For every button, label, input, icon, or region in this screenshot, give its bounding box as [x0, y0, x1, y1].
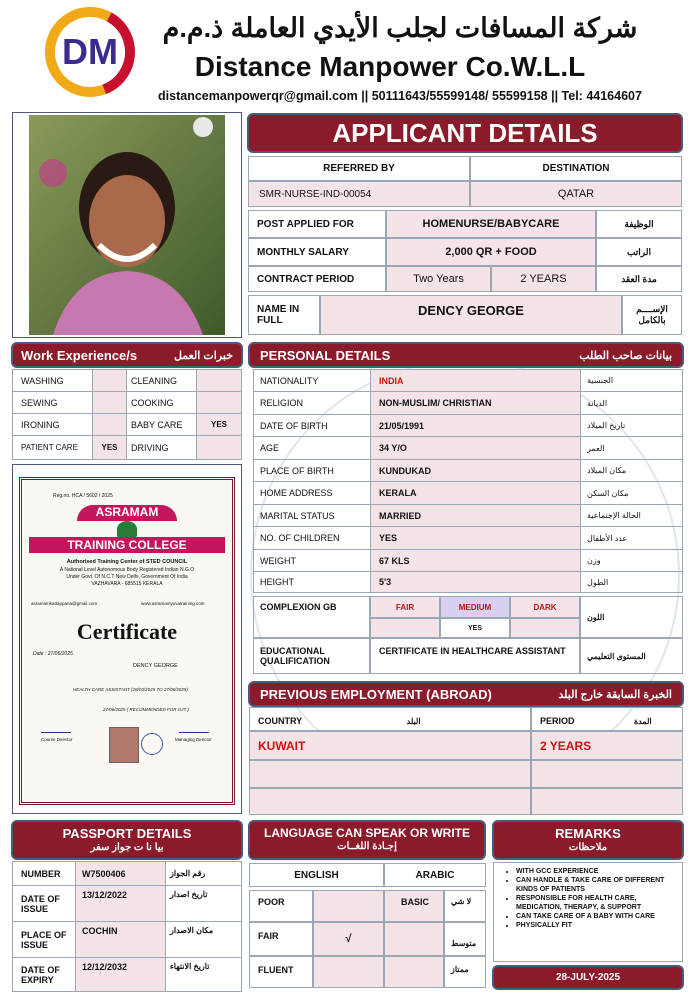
salary-value: 2,000 QR + FOOD	[386, 238, 596, 266]
personal-value: YES	[371, 527, 581, 550]
previous-employment-header	[248, 681, 684, 707]
passport-value: 13/12/2022	[76, 886, 166, 922]
language-fair-label: FAIR	[249, 922, 313, 956]
personal-value: KUNDUKAD	[371, 460, 581, 482]
work-item-value	[197, 370, 242, 392]
passport-label-arabic: مكان الاصدار	[166, 922, 242, 958]
salary-label: MONTHLY SALARY	[248, 238, 386, 266]
post-label: POST APPLIED FOR	[248, 210, 386, 238]
personal-label-arabic: مكان السكن	[581, 482, 683, 505]
language-english-fluent	[313, 956, 384, 988]
personal-details-table	[253, 369, 683, 593]
certificate-signature-1	[41, 721, 71, 733]
language-english-header: ENGLISH	[249, 863, 384, 887]
certificate-line-1: Authorised Training Center of STED COUNCIL	[66, 559, 188, 565]
work-item-value	[93, 414, 127, 436]
work-item-value	[197, 436, 242, 460]
personal-label-arabic: تاريخ الميلاد	[581, 415, 683, 437]
certificate-managing-director: Managing Director	[175, 737, 212, 742]
certificate-heading: Certificate	[76, 619, 178, 644]
table-row	[13, 922, 242, 958]
personal-value: 34 Y/O	[371, 437, 581, 460]
complexion-label: COMPLEXION GB	[253, 596, 370, 638]
remarks-box	[493, 862, 683, 962]
certificate-college-name: TRAINING COLLEGE	[29, 537, 225, 553]
work-item-label: PATIENT CARE	[13, 436, 93, 460]
work-item-label: COOKING	[127, 392, 197, 414]
complexion-dark-mark	[510, 618, 580, 638]
language-fluent-label: FLUENT	[249, 956, 313, 988]
contract-label-arabic: مدة العقد	[596, 266, 682, 292]
company-contact: distancemanpowerqr@gmail.com || 50111643/55599148/ 55599158 || Tel: 44164607	[158, 89, 642, 103]
personal-value: INDIA	[371, 370, 581, 392]
work-experience-table	[12, 369, 242, 460]
name-label: NAME IN FULL	[248, 295, 320, 335]
table-row	[254, 550, 683, 572]
certificate-reg-no: Reg.no. HCA / 5602 / 2025	[53, 493, 113, 499]
passport-value: COCHIN	[76, 922, 166, 958]
language-arabic-fluent	[384, 956, 444, 988]
salary-label-arabic: الراتب	[596, 238, 682, 266]
passport-label: DATE OF EXPIRY	[13, 958, 76, 992]
personal-label: NATIONALITY	[254, 370, 371, 392]
personal-label: AGE	[254, 437, 371, 460]
personal-value: NON-MUSLIM/ CHRISTIAN	[371, 392, 581, 415]
post-label-arabic: الوظيفة	[596, 210, 682, 238]
passport-label-arabic: تاريخ اصدار	[166, 886, 242, 922]
personal-details-title-arabic: بيانات صاحب الطلب	[579, 349, 672, 362]
certificate-course-director: Course Director	[41, 737, 73, 742]
table-row	[13, 392, 242, 414]
language-header	[248, 820, 486, 860]
certificate-result: 27/06/2025 ( RECOMMENDED FOR OJT )	[103, 707, 190, 712]
table-row	[13, 958, 242, 992]
certificate-website: www.asramamyuvatraining.com	[141, 601, 205, 606]
remarks-header	[492, 820, 684, 860]
passport-label-arabic: تاريخ الانتهاء	[166, 958, 242, 992]
remark-item: • WITH GCC EXPERIENCE	[516, 867, 676, 876]
referred-by-label: REFERRED BY	[248, 156, 470, 181]
table-row	[254, 460, 683, 482]
certificate-photo	[109, 727, 139, 763]
post-value: HOMENURSE/BABYCARE	[386, 210, 596, 238]
complexion-medium: MEDIUM	[440, 596, 510, 618]
passport-value: W7500406	[76, 862, 166, 886]
name-label-arabic: الإســــم بالكامل	[622, 295, 682, 335]
personal-label-arabic: مكان الميلاد	[581, 460, 683, 482]
personal-details-header	[248, 342, 684, 368]
complexion-dark: DARK	[510, 596, 580, 618]
table-row	[13, 886, 242, 922]
personal-value: 5'3	[371, 572, 581, 593]
language-title: LANGUAGE CAN SPEAK OR WRITE	[263, 826, 470, 840]
personal-value: 67 KLS	[371, 550, 581, 572]
remark-item: • RESPONSIBLE FOR HEALTH CARE, MEDICATION, THERAPY, & SUPPORT	[516, 894, 676, 912]
previous-period-label-arabic: المدة	[633, 717, 652, 726]
personal-value: MARRIED	[371, 505, 581, 527]
applicant-details-title: APPLICANT DETAILS	[247, 113, 683, 153]
company-name-english: Distance Manpower Co.W.L.L	[194, 51, 586, 82]
company-logo	[42, 4, 138, 100]
language-basic-arabic: لا شي	[444, 890, 486, 922]
passport-details-title: PASSPORT DETAILS	[62, 826, 192, 841]
destination-label: DESTINATION	[470, 156, 682, 181]
language-arabic-fair	[384, 922, 444, 956]
personal-label-arabic: الحالة الإجتماعية	[581, 505, 683, 527]
work-item-value	[93, 370, 127, 392]
certificate-course: HEALTH CARE ASSISTANT (28/03/2025 TO 27/06/2025)	[73, 687, 188, 692]
remarks-date: 28-JULY-2025	[492, 965, 684, 990]
personal-label: HOME ADDRESS	[254, 482, 371, 505]
personal-label: WEIGHT	[254, 550, 371, 572]
svg-text:DM: DM	[62, 31, 118, 72]
table-row	[254, 415, 683, 437]
certificate-line-2: A National Level Autonomous Body Registered Indian N.G.O	[59, 567, 195, 573]
language-english-fair-mark: √	[313, 922, 384, 956]
certificate-college-banner: ASRAMAM	[77, 505, 177, 521]
complexion-fair-mark	[370, 618, 440, 638]
work-item-value: YES	[93, 436, 127, 460]
previous-employment-title: PREVIOUS EMPLOYMENT (ABROAD)	[260, 686, 492, 702]
complexion-label-arabic: اللون	[580, 596, 683, 638]
table-row	[13, 862, 242, 886]
education-label: EDUCATIONAL QUALIFICATION	[253, 638, 370, 674]
certificate-recipient: DENCY GEORGE	[133, 663, 178, 669]
passport-value: 12/12/2032	[76, 958, 166, 992]
passport-label: NUMBER	[13, 862, 76, 886]
language-basic-label: BASIC	[384, 890, 444, 922]
personal-label: DATE OF BIRTH	[254, 415, 371, 437]
table-row	[254, 392, 683, 415]
remark-item: • PHYSICALLY FIT	[516, 921, 676, 930]
education-label-arabic: المستوى التعليمي	[580, 638, 683, 674]
contract-value-text: Two Years	[386, 266, 491, 292]
previous-employment-title-arabic: الخبرة السابقة خارج البلد	[558, 688, 672, 701]
language-title-arabic: إجـادة اللغــات	[337, 841, 397, 852]
language-fair-arabic: متوسط	[444, 922, 486, 956]
remark-item: • CAN TAKE CARE OF A BABY WITH CARE	[516, 912, 676, 921]
previous-period-header	[531, 707, 683, 731]
training-certificate	[12, 464, 242, 814]
personal-label-arabic: العمر	[581, 437, 683, 460]
certificate-signature-2	[179, 719, 209, 733]
work-item-label: SEWING	[13, 392, 93, 414]
passport-details-title-arabic: بيا نا ت جواز سفر	[90, 842, 164, 853]
work-experience-title-arabic: خبرات العمل	[173, 349, 233, 362]
table-row	[13, 414, 242, 436]
work-item-value: YES	[197, 414, 242, 436]
complexion-fair: FAIR	[370, 596, 440, 618]
contract-label: CONTRACT PERIOD	[248, 266, 386, 292]
certificate-seal	[141, 733, 163, 755]
work-item-label: CLEANING	[127, 370, 197, 392]
previous-period-empty-2	[531, 788, 683, 815]
complexion-medium-mark: YES	[440, 618, 510, 638]
work-item-label: BABY CARE	[127, 414, 197, 436]
work-item-label: IRONING	[13, 414, 93, 436]
work-item-label: DRIVING	[127, 436, 197, 460]
work-item-label: WASHING	[13, 370, 93, 392]
certificate-email: asramamkattappana@gmail.com	[31, 601, 98, 606]
passport-label-arabic: رقم الجواز	[166, 862, 242, 886]
language-fluent-arabic: ممتاز	[444, 956, 486, 988]
language-english-poor	[313, 890, 384, 922]
personal-label: MARITAL STATUS	[254, 505, 371, 527]
certificate-line-3: Under Govt. Of N.C.T New Delhi, Government Of India	[66, 574, 188, 580]
passport-details-header	[11, 820, 243, 860]
language-poor-label: POOR	[249, 890, 313, 922]
table-row	[254, 370, 683, 392]
personal-label: RELIGION	[254, 392, 371, 415]
company-name-arabic: شركة المسافات لجلب الأيدي العاملة ذ.م.م	[162, 12, 638, 43]
contract-value-years: 2 YEARS	[491, 266, 596, 292]
previous-country-empty-1	[249, 760, 531, 788]
passport-table	[12, 861, 242, 992]
applicant-photo	[12, 112, 242, 338]
personal-value: KERALA	[371, 482, 581, 505]
destination-value: QATAR	[470, 181, 682, 207]
previous-country-empty-2	[249, 788, 531, 815]
work-item-value	[93, 392, 127, 414]
passport-label: PLACE OF ISSUE	[13, 922, 76, 958]
personal-label-arabic: عدد الأطفال	[581, 527, 683, 550]
work-item-value	[197, 392, 242, 414]
certificate-emblem	[117, 521, 137, 537]
previous-country-label-arabic: البلد	[406, 717, 421, 726]
table-row	[254, 572, 683, 593]
personal-value: 21/05/1991	[371, 415, 581, 437]
personal-label-arabic: الطول	[581, 572, 683, 593]
referred-by-value: SMR-NURSE-IND-00054	[248, 181, 470, 207]
language-arabic-header: ARABIC	[384, 863, 486, 887]
table-row	[254, 437, 683, 460]
certificate-date: Date : 27/06/2025	[33, 651, 73, 657]
previous-country-label: COUNTRY	[258, 716, 303, 726]
previous-period-value: 2 YEARS	[531, 731, 683, 760]
name-value: DENCY GEORGE	[320, 295, 622, 335]
personal-details-title: PERSONAL DETAILS	[260, 347, 391, 363]
previous-country-value: KUWAIT	[249, 731, 531, 760]
previous-period-empty-1	[531, 760, 683, 788]
passport-label: DATE OF ISSUE	[13, 886, 76, 922]
personal-label-arabic: الجنسية	[581, 370, 683, 392]
table-row	[254, 505, 683, 527]
previous-period-label: PERIOD	[540, 716, 575, 726]
table-row	[254, 527, 683, 550]
previous-country-header	[249, 707, 531, 731]
personal-label: NO. OF CHILDREN	[254, 527, 371, 550]
table-row	[13, 370, 242, 392]
remark-item: • CAN HANDLE & TAKE CARE OF DIFFERENT KINDS OF PATIENTS	[516, 876, 676, 894]
work-experience-header	[11, 342, 243, 368]
personal-label: HEIGHT	[254, 572, 371, 593]
table-row	[13, 436, 242, 460]
table-row	[254, 482, 683, 505]
personal-label-arabic: الديانة	[581, 392, 683, 415]
certificate-line-4: VAZHAVARA - 685515 KERALA	[91, 581, 163, 587]
personal-label: PLACE OF BIRTH	[254, 460, 371, 482]
remarks-title: REMARKS	[555, 826, 621, 841]
education-value: CERTIFICATE IN HEALTHCARE ASSISTANT	[370, 638, 580, 674]
personal-label-arabic: وزن	[581, 550, 683, 572]
remarks-title-arabic: ملاحظات	[568, 842, 608, 853]
work-experience-title: Work Experience/s	[21, 347, 138, 363]
